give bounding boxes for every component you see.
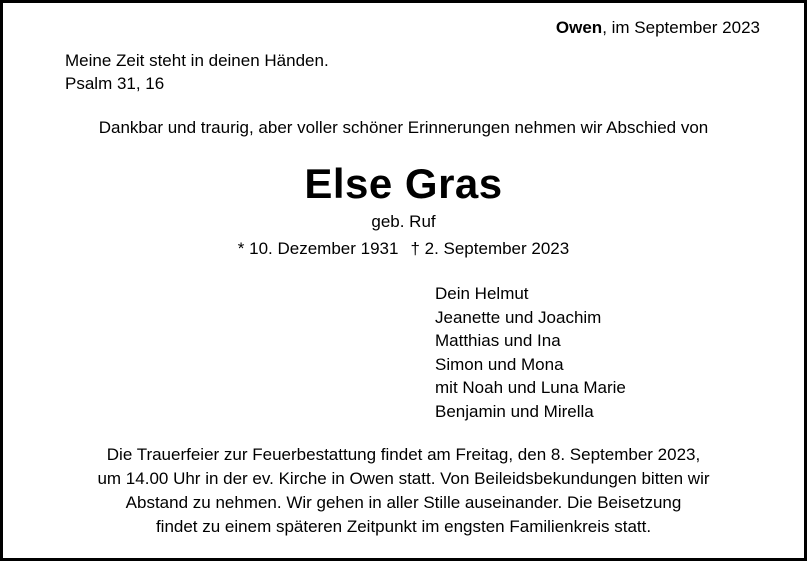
list-item: Simon und Mona <box>435 354 564 374</box>
place-and-date-line <box>27 17 780 39</box>
list-item: Matthias und Ina <box>435 331 561 350</box>
funeral-details-line: um 14.00 Uhr in der ev. Kirche in Owen statt. Von Beileidsbekundungen bitten wir <box>97 469 710 488</box>
verse-reference: Psalm 31, 16 <box>65 74 165 93</box>
funeral-details-line: findet zu einem späteren Zeitpunkt im engsten Familienkreis statt. <box>155 517 652 536</box>
funeral-details-line: Abstand zu nehmen. Wir gehen in aller Stille auseinander. Die Beisetzung <box>125 493 682 512</box>
life-dates <box>27 238 780 260</box>
mourners-list <box>27 282 780 423</box>
list-item: Benjamin und Mirella <box>435 401 594 421</box>
list-item: Dein Helmut <box>435 284 529 303</box>
funeral-details <box>27 443 780 539</box>
maiden-name: geb. Ruf <box>371 212 436 231</box>
funeral-details-line: Die Trauerfeier zur Feuerbestattung findet am Freitag, den 8. September 2023, <box>106 445 701 464</box>
list-item: Jeanette und Joachim <box>435 307 602 327</box>
verse-block <box>27 49 780 95</box>
place-name: Owen <box>555 18 603 37</box>
verse-text: Meine Zeit steht in deinen Händen. <box>65 51 329 70</box>
deceased-name: Else Gras <box>304 160 503 207</box>
place-date: , im September 2023 <box>602 18 760 37</box>
list-item: mit Noah und Luna Marie <box>435 378 626 397</box>
notice-content <box>3 3 804 558</box>
intro-text: Dankbar und traurig, aber voller schöner Erinnerungen nehmen wir Abschied von <box>98 118 709 137</box>
birth-date: * 10. Dezember 1931 <box>237 239 399 258</box>
death-date: † 2. September 2023 <box>410 239 570 258</box>
